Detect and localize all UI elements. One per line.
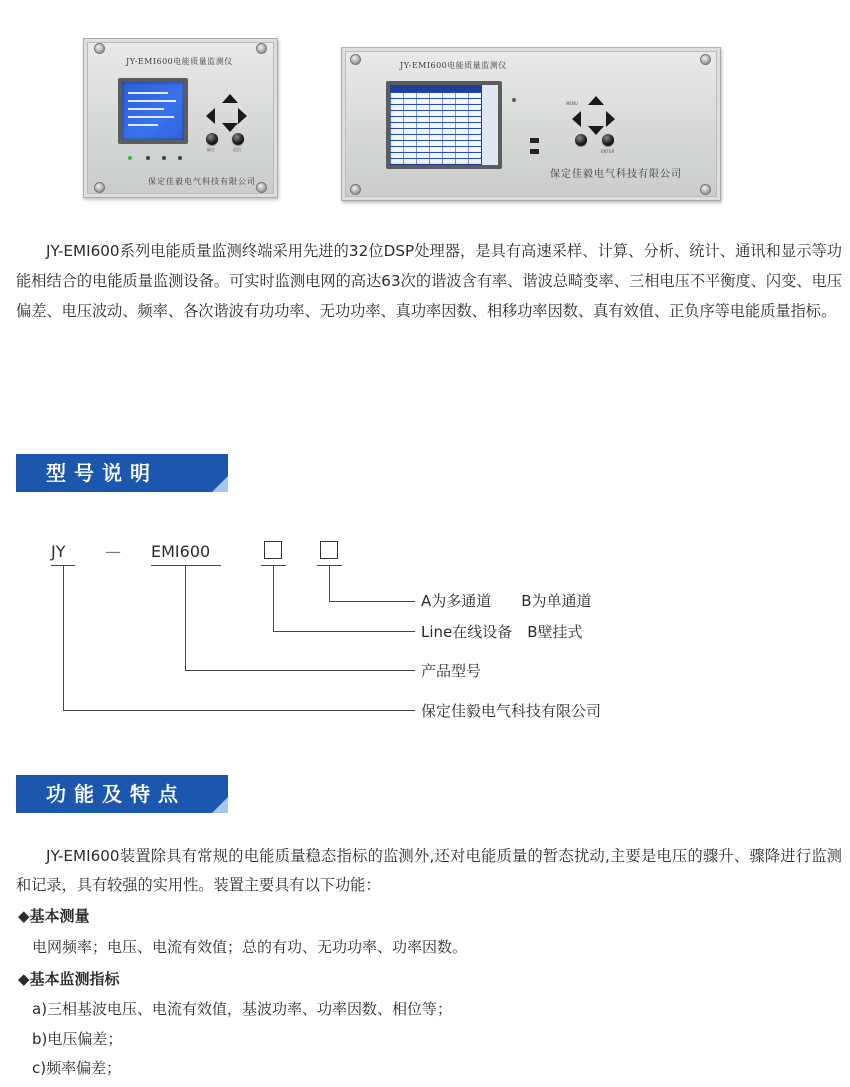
- key-label: ENTER: [601, 149, 615, 154]
- screw-icon: [350, 54, 361, 65]
- device-title: JY-EMI600电能质量监测仪: [126, 57, 233, 66]
- screw-icon: [350, 184, 361, 195]
- device-company: 保定佳毅电气科技有限公司: [148, 177, 256, 186]
- enter-key-icon: [602, 134, 614, 146]
- screw-icon: [700, 54, 711, 65]
- screw-icon: [94, 43, 105, 54]
- return-key-icon: [232, 133, 244, 145]
- feature-group-heading: ◆基本测量: [18, 907, 90, 925]
- features-intro: JY-EMI600装置除具有常规的电能质量稳态指标的监测外,还对电能质量的暂态扰动,主要是电压的骤升、骤降进行监测和记录，具有较强的实用性。装置主要具有以下功能：: [16, 847, 842, 894]
- led-indicator-icon: [162, 156, 166, 160]
- device-company: 保定佳毅电气科技有限公司: [550, 169, 682, 180]
- up-arrow-key-icon: [588, 96, 604, 105]
- key-label: 返回: [233, 147, 241, 152]
- menu-key-icon: [575, 134, 587, 146]
- legend-channel: A为多通道 B为单通道: [421, 592, 592, 610]
- left-arrow-key-icon: [206, 108, 215, 124]
- section-title-features: 功能及特点: [16, 775, 228, 813]
- down-arrow-key-icon: [222, 123, 238, 132]
- legend-install: Line在线设备 B壁挂式: [421, 623, 583, 641]
- right-arrow-key-icon: [606, 111, 615, 127]
- device-screen: [118, 78, 188, 144]
- device-photo-wall-mounted: [83, 38, 278, 198]
- device-screen: [386, 81, 502, 169]
- led-indicator-icon: [178, 156, 182, 160]
- left-arrow-key-icon: [572, 111, 581, 127]
- screw-icon: [256, 43, 267, 54]
- code-placeholder-box: [264, 541, 282, 559]
- confirm-key-icon: [206, 133, 218, 145]
- intro-paragraph: JY-EMI600系列电能质量监测终端采用先进的32位DSP处理器，是具有高速采样、计算、分析、统计、通讯和显示等功能相结合的电能质量监测设备。可实时监测电网的高达63次的谐波含有率、谐波总畸变率、三相电压不平衡度、闪变、电压偏差、电压波动、频率、各次谐波有功功率、无功功率、真功率因数、相移功率因数、真有效值、正负序等电能质量指标。: [16, 242, 842, 320]
- code-placeholder-box: [320, 541, 338, 559]
- legend-product-model: 产品型号: [421, 662, 482, 680]
- down-arrow-key-icon: [588, 126, 604, 135]
- code-part-brand: JY: [51, 542, 66, 561]
- feature-line: b)电压偏差；: [32, 1030, 123, 1048]
- led-indicator-icon: [128, 156, 132, 160]
- key-label: 确定: [207, 147, 215, 152]
- led-indicator-icon: [146, 156, 150, 160]
- code-part-dash: —: [105, 542, 121, 561]
- legend-company: 保定佳毅电气科技有限公司: [421, 702, 602, 720]
- port-icon: [530, 149, 539, 154]
- key-label: MENU: [566, 101, 578, 106]
- feature-line: 电网频率；电压、电流有效值；总的有功、无功功率、功率因数。: [32, 938, 468, 956]
- right-arrow-key-icon: [238, 108, 247, 124]
- code-part-model: EMI600: [151, 542, 211, 561]
- feature-group-heading: ◆基本监测指标: [18, 970, 120, 988]
- screw-icon: [700, 184, 711, 195]
- feature-line: c)频率偏差；: [32, 1059, 122, 1077]
- section-title-model: 型号说明: [16, 454, 228, 492]
- screw-icon: [94, 182, 105, 193]
- up-arrow-key-icon: [222, 94, 238, 103]
- led-indicator-icon: [512, 98, 516, 102]
- device-photo-rack-mounted: [341, 47, 721, 201]
- feature-line: a)三相基波电压、电流有效值，基波功率、功率因数、相位等；: [32, 1000, 453, 1018]
- port-icon: [530, 138, 539, 143]
- device-title: JY-EMI600电能质量监测仪: [400, 61, 507, 70]
- screw-icon: [256, 182, 267, 193]
